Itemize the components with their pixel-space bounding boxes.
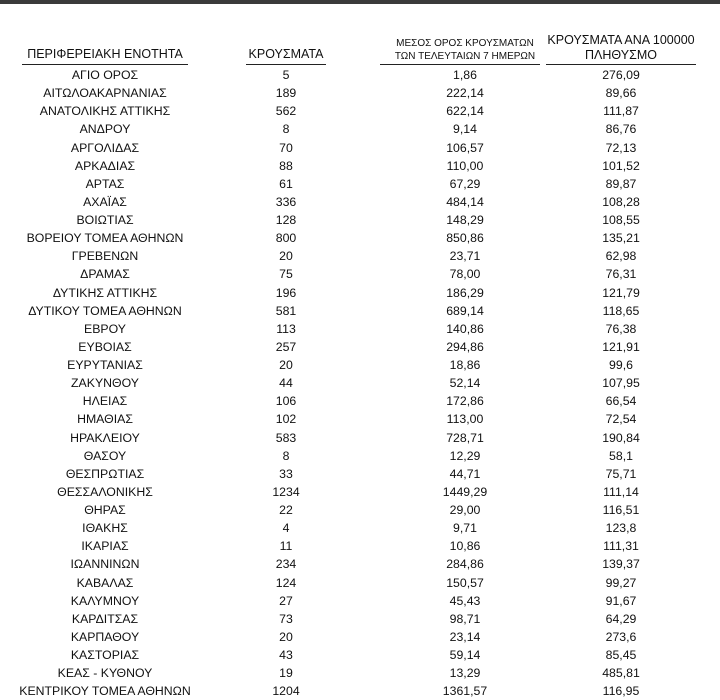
table-row [0, 175, 720, 193]
per-100k-cell: 139,37 [602, 557, 640, 572]
per-100k-cell: 273,6 [605, 629, 637, 644]
header-per [538, 33, 704, 63]
region-cell: ΑΙΤΩΛΟΑΚΑΡΝΑΝΙΑΣ [43, 86, 167, 101]
cases-cell: 581 [275, 303, 297, 318]
header-per-line1: ΚΡΟΥΣΜΑΤΑ ΑΝΑ 100000 [547, 33, 695, 47]
per-100k-cell: 99,27 [605, 575, 637, 590]
header-rule-region [22, 64, 188, 65]
cases-cell: 124 [275, 575, 297, 590]
avg-7day-cell: 45,43 [449, 593, 481, 608]
region-cell: ΗΜΑΘΙΑΣ [77, 412, 133, 427]
cases-cell: 20 [279, 358, 293, 372]
table-row [0, 664, 720, 682]
table-row [0, 66, 720, 84]
region-cell: ΙΩΑΝΝΙΝΩΝ [70, 557, 140, 572]
cases-cell: 234 [275, 557, 297, 572]
avg-7day-cell: 110,00 [446, 158, 484, 173]
per-100k-cell: 72,54 [605, 412, 637, 427]
avg-7day-cell: 12,29 [449, 448, 481, 463]
table-row [0, 284, 720, 302]
per-100k-cell: 108,28 [602, 194, 640, 209]
per-100k-cell: 118,65 [602, 303, 640, 318]
avg-7day-cell: 29,00 [449, 503, 481, 517]
avg-7day-cell: 148,29 [446, 213, 484, 227]
region-cell: ΔΡΑΜΑΣ [80, 267, 130, 282]
table-row [0, 320, 720, 338]
header-rule-avg [380, 64, 540, 65]
table-row [0, 338, 720, 356]
region-cell: ΓΡΕΒΕΝΩΝ [71, 249, 139, 264]
region-cell: ΑΡΤΑΣ [85, 176, 125, 191]
cases-cell: 70 [279, 140, 293, 155]
region-cell: ΚΑΣΤΟΡΙΑΣ [70, 648, 140, 662]
region-cell: ΗΡΑΚΛΕΙΟΥ [70, 430, 140, 445]
region-cell: ΔΥΤΙΚΗΣ ΑΤΤΙΚΗΣ [52, 285, 158, 300]
table-row [0, 483, 720, 501]
per-100k-cell: 108,55 [602, 213, 640, 227]
table-row [0, 429, 720, 447]
region-cell: ΑΝΑΤΟΛΙΚΗΣ ΑΤΤΙΚΗΣ [39, 104, 171, 119]
per-100k-cell: 89,87 [605, 176, 637, 191]
per-100k-cell: 121,79 [602, 285, 640, 300]
per-100k-cell: 72,13 [605, 140, 637, 155]
per-100k-cell: 123,8 [605, 521, 637, 536]
cases-cell: 562 [275, 104, 297, 119]
avg-7day-cell: 222,14 [446, 86, 484, 101]
avg-7day-cell: 52,14 [449, 376, 481, 391]
per-100k-cell: 190,84 [602, 430, 640, 445]
table-row [0, 102, 720, 120]
cases-cell: 22 [279, 503, 293, 517]
table-row [0, 120, 720, 138]
table-row [0, 682, 720, 700]
per-100k-cell: 62,98 [605, 249, 637, 264]
data-table-body [0, 66, 720, 700]
table-row [0, 555, 720, 573]
per-100k-cell: 107,95 [602, 376, 640, 391]
avg-7day-cell: 140,86 [446, 321, 484, 336]
per-100k-cell: 116,51 [602, 503, 640, 517]
region-cell: ΚΑΡΔΙΤΣΑΣ [71, 611, 139, 626]
avg-7day-cell: 186,29 [446, 285, 484, 300]
avg-7day-cell: 98,71 [449, 611, 481, 626]
cases-cell: 19 [279, 666, 293, 681]
avg-7day-cell: 59,14 [449, 648, 481, 662]
per-100k-cell: 86,76 [605, 122, 637, 137]
per-100k-cell: 85,45 [605, 648, 637, 662]
avg-7day-cell: 622,14 [446, 104, 484, 119]
region-cell: ΑΡΚΑΔΙΑΣ [74, 158, 136, 173]
cases-cell: 44 [279, 376, 293, 391]
avg-7day-cell: 850,86 [446, 231, 484, 246]
table-row [0, 229, 720, 247]
per-100k-cell: 111,87 [603, 104, 639, 119]
table-row [0, 392, 720, 410]
table-row [0, 247, 720, 265]
avg-7day-cell: 78,00 [449, 267, 481, 282]
table-row [0, 537, 720, 555]
region-cell: ΒΟΡΕΙΟΥ ΤΟΜΕΑ ΑΘΗΝΩΝ [26, 231, 184, 246]
region-cell: ΚΑΛΥΜΝΟΥ [70, 593, 140, 608]
cases-cell: 4 [282, 521, 290, 536]
table-row [0, 519, 720, 537]
avg-7day-cell: 484,14 [446, 194, 484, 209]
avg-7day-cell: 44,71 [449, 466, 481, 481]
table-row [0, 265, 720, 283]
table-row [0, 646, 720, 664]
cases-cell: 75 [279, 267, 293, 282]
per-100k-cell: 89,66 [605, 86, 637, 101]
cases-cell: 73 [279, 611, 293, 626]
cases-cell: 196 [275, 285, 297, 300]
avg-7day-cell: 23,71 [449, 249, 481, 264]
per-100k-cell: 76,38 [605, 321, 637, 336]
region-cell: ΚΑΡΠΑΘΟΥ [70, 629, 140, 644]
cases-cell: 20 [279, 629, 293, 644]
avg-7day-cell: 10,86 [449, 539, 481, 554]
region-cell: ΕΥΡΥΤΑΝΙΑΣ [67, 358, 143, 372]
avg-7day-cell: 18,86 [449, 358, 481, 372]
cases-cell: 583 [275, 430, 297, 445]
header-rule-cases [246, 64, 326, 65]
table-row [0, 628, 720, 646]
table-row [0, 592, 720, 610]
region-cell: ΒΟΙΩΤΙΑΣ [76, 213, 134, 227]
avg-7day-cell: 150,57 [446, 575, 484, 590]
cases-cell: 5 [282, 68, 290, 82]
avg-7day-cell: 1,86 [453, 68, 477, 82]
table-row [0, 374, 720, 392]
per-100k-cell: 111,31 [603, 539, 639, 554]
region-cell: ΘΕΣΠΡΩΤΙΑΣ [65, 466, 145, 481]
cases-cell: 8 [282, 448, 290, 463]
region-cell: ΘΕΣΣΑΛΟΝΙΚΗΣ [57, 484, 153, 499]
cases-cell: 11 [279, 539, 293, 554]
header-avg [380, 37, 550, 63]
avg-7day-cell: 728,71 [446, 430, 484, 445]
cases-cell: 8 [282, 122, 290, 137]
cases-cell: 1234 [272, 484, 300, 499]
cases-cell: 33 [279, 466, 293, 481]
per-100k-cell: 111,14 [603, 484, 639, 499]
table-row [0, 447, 720, 465]
cases-cell: 102 [275, 412, 297, 427]
cases-cell: 27 [279, 593, 293, 608]
cases-cell: 43 [279, 648, 293, 662]
cases-cell: 20 [279, 249, 293, 264]
per-100k-cell: 58,1 [609, 448, 633, 463]
cases-cell: 336 [275, 194, 297, 209]
avg-7day-cell: 284,86 [446, 557, 484, 572]
region-cell: ΙΚΑΡΙΑΣ [81, 539, 129, 554]
cases-cell: 106 [275, 394, 297, 409]
per-100k-cell: 75,71 [605, 466, 637, 481]
avg-7day-cell: 1361,57 [442, 684, 488, 699]
top-border [0, 0, 720, 4]
header-per-line2: ΠΛΗΘΥΣΜΟ [585, 48, 657, 62]
avg-7day-cell: 172,86 [446, 394, 484, 409]
per-100k-cell: 76,31 [605, 267, 637, 282]
region-cell: ΖΑΚΥΝΘΟΥ [71, 376, 139, 391]
table-row [0, 84, 720, 102]
per-100k-cell: 101,52 [602, 158, 640, 173]
cases-cell: 800 [275, 231, 297, 246]
table-row [0, 157, 720, 175]
header-region-label: ΠΕΡΙΦΕΡΕΙΑΚΗ ΕΝΟΤΗΤΑ [27, 47, 183, 61]
avg-7day-cell: 13,29 [449, 666, 481, 681]
cases-cell: 88 [279, 158, 293, 173]
header-avg-line1: ΜΕΣΟΣ ΟΡΟΣ ΚΡΟΥΣΜΑΤΩΝ [396, 38, 534, 49]
header-cases [246, 47, 326, 62]
avg-7day-cell: 689,14 [446, 303, 484, 318]
avg-7day-cell: 9,14 [453, 122, 477, 137]
region-cell: ΘΗΡΑΣ [84, 503, 126, 517]
per-100k-cell: 99,6 [609, 358, 633, 372]
per-100k-cell: 91,67 [605, 593, 637, 608]
cases-cell: 189 [275, 86, 297, 101]
region-cell: ΕΒΡΟΥ [84, 321, 126, 336]
avg-7day-cell: 67,29 [449, 176, 481, 191]
region-cell: ΑΧΑΪΑΣ [83, 194, 127, 209]
avg-7day-cell: 294,86 [446, 339, 484, 354]
avg-7day-cell: 106,57 [446, 140, 484, 155]
per-100k-cell: 276,09 [602, 68, 640, 82]
header-rule-per [546, 64, 696, 65]
per-100k-cell: 64,29 [605, 611, 637, 626]
table-row [0, 139, 720, 157]
table-row [0, 302, 720, 320]
header-avg-line2: ΤΩΝ ΤΕΛΕΥΤΑΙΩΝ 7 ΗΜΕΡΩΝ [394, 51, 536, 62]
per-100k-cell: 121,91 [602, 339, 640, 354]
header-cases-label: ΚΡΟΥΣΜΑΤΑ [248, 47, 324, 61]
per-100k-cell: 66,54 [605, 394, 637, 409]
region-cell: ΚΕΝΤΡΙΚΟΥ ΤΟΜΕΑ ΑΘΗΝΩΝ [19, 684, 191, 699]
region-cell: ΙΘΑΚΗΣ [82, 521, 128, 536]
per-100k-cell: 116,95 [602, 684, 640, 699]
per-100k-cell: 485,81 [602, 666, 640, 681]
region-cell: ΚΑΒΑΛΑΣ [76, 575, 134, 590]
table-row [0, 574, 720, 592]
region-cell: ΑΓΙΟ ΟΡΟΣ [71, 68, 139, 82]
avg-7day-cell: 9,71 [453, 521, 477, 536]
table-row [0, 211, 720, 229]
table-row [0, 610, 720, 628]
header-region [0, 47, 210, 62]
region-cell: ΑΝΔΡΟΥ [79, 122, 131, 137]
region-cell: ΑΡΓΟΛΙΔΑΣ [70, 140, 140, 155]
avg-7day-cell: 1449,29 [442, 484, 488, 499]
table-row [0, 356, 720, 374]
cases-cell: 113 [276, 321, 296, 336]
region-cell: ΚΕΑΣ - ΚΥΘΝΟΥ [57, 666, 153, 681]
region-cell: ΘΑΣΟΥ [83, 448, 127, 463]
avg-7day-cell: 113,00 [446, 412, 484, 427]
region-cell: ΕΥΒΟΙΑΣ [78, 339, 132, 354]
cases-cell: 128 [275, 213, 297, 227]
region-cell: ΗΛΕΙΑΣ [82, 394, 128, 409]
table-row [0, 465, 720, 483]
cases-cell: 61 [279, 176, 293, 191]
table-row [0, 193, 720, 211]
per-100k-cell: 135,21 [602, 231, 640, 246]
avg-7day-cell: 23,14 [449, 629, 481, 644]
table-row [0, 410, 720, 428]
table-row [0, 501, 720, 519]
cases-cell: 257 [275, 339, 297, 354]
cases-cell: 1204 [272, 684, 300, 699]
region-cell: ΔΥΤΙΚΟΥ ΤΟΜΕΑ ΑΘΗΝΩΝ [28, 303, 182, 318]
